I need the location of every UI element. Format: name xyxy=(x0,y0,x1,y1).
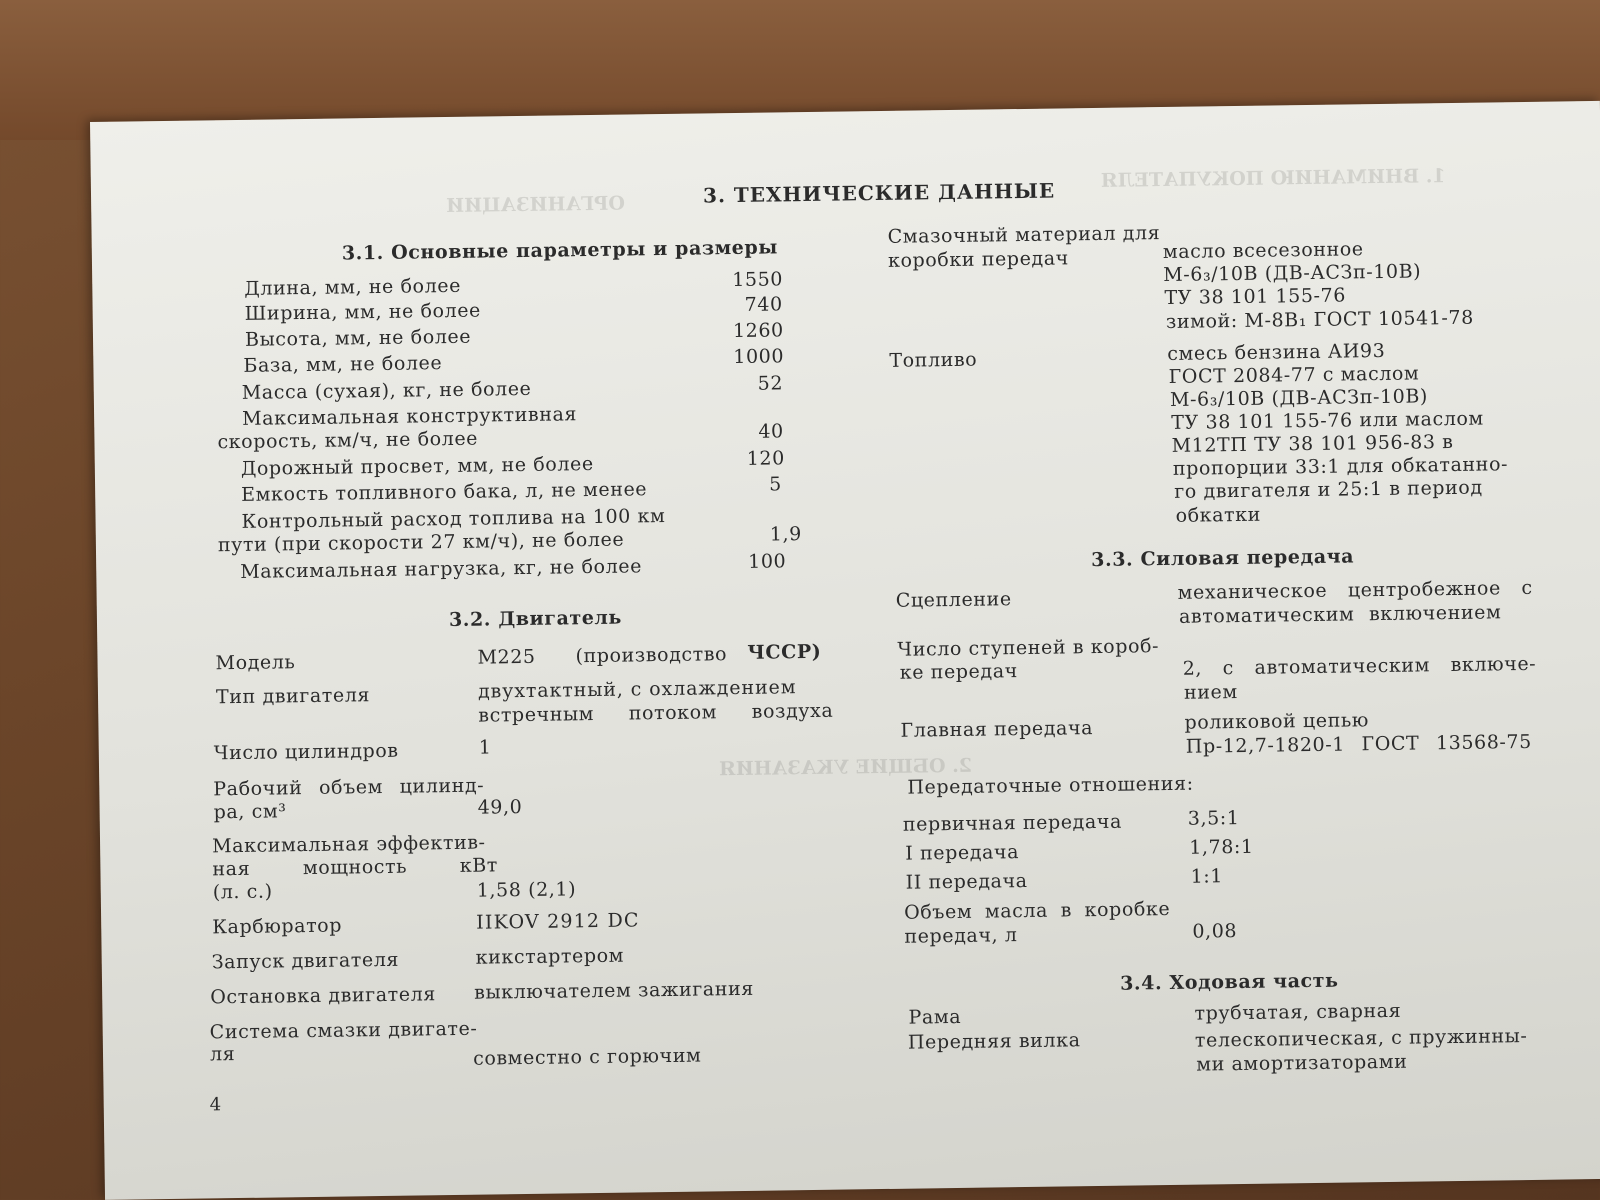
fuel-value: обкатки xyxy=(1175,503,1262,527)
gear-steps-value: 2, с автоматическим включе- xyxy=(1182,652,1537,680)
carburetor-label: Карбюратор xyxy=(212,914,343,939)
spec-label: Контрольный расход топлива на 100 км xyxy=(241,505,666,533)
fuel-value: М-6₃/10В (ДВ-АСЗп-10В) xyxy=(1169,385,1429,411)
displacement-value: 49,0 xyxy=(477,796,523,819)
gear-oil-label: Смазочный материал для xyxy=(887,222,1161,248)
gear-oil-value: масло всесезонное xyxy=(1162,238,1364,264)
engine-model-value: (производство xyxy=(575,643,728,668)
fuel-value: М12ТП ТУ 38 101 956-83 в xyxy=(1171,430,1454,457)
final-drive-value: Пр-12,7-1820-1 ГОСТ 13568-75 xyxy=(1185,730,1532,758)
gear-oil-label: коробки передач xyxy=(887,247,1069,272)
clutch-label: Сцепление xyxy=(895,588,1012,612)
spec-value: 40 xyxy=(758,420,784,443)
power-label: Максимальная эффектив- xyxy=(211,831,486,858)
section-heading-3-4: 3.4. Ходовая часть xyxy=(1119,969,1339,995)
spec-value: 52 xyxy=(757,372,784,395)
frame-value: трубчатая, сварная xyxy=(1194,999,1402,1025)
spec-value: 1000 xyxy=(733,345,785,369)
clutch-value: механическое центробежное с xyxy=(1177,576,1533,604)
spec-value: 100 xyxy=(748,550,787,573)
gearbox-oil-label: Объем масла в коробке xyxy=(903,897,1171,924)
spec-label: Ширина, мм, не более xyxy=(244,299,482,325)
front-fork-value: телескопическая, с пружинны- xyxy=(1194,1025,1528,1052)
spec-label: Дорожный просвет, мм, не более xyxy=(240,453,594,480)
gear-ratio-label: первичная передача xyxy=(902,810,1123,836)
gear-oil-value: зимой: М-8В₁ ГОСТ 10541-78 xyxy=(1165,306,1475,333)
power-label: ная мощность кВт xyxy=(212,854,499,881)
spec-label: пути (при скорости 27 км/ч), не более xyxy=(217,528,625,557)
gear-steps-value: нием xyxy=(1183,681,1238,704)
gearbox-oil-label: передач, л xyxy=(904,924,1018,948)
front-fork-label: Передняя вилка xyxy=(907,1029,1081,1054)
engine-stop-value: выключателем зажигания xyxy=(474,977,755,1004)
power-value: 1,58 (2,1) xyxy=(476,878,577,902)
lubrication-value: совместно с горючим xyxy=(472,1044,702,1070)
lubrication-label: ля xyxy=(209,1043,236,1066)
engine-type-value: встречным потоком воздуха xyxy=(478,699,834,727)
spec-value: 1550 xyxy=(732,268,784,292)
fuel-value: ГОСТ 2084-77 с маслом xyxy=(1168,362,1420,388)
section-heading-3-1: 3.1. Основные параметры и размеры xyxy=(341,236,779,265)
gear-ratio-value: 1:1 xyxy=(1190,865,1224,888)
fuel-value: смесь бензина АИ93 xyxy=(1167,339,1386,365)
fuel-label: Топливо xyxy=(889,348,978,372)
frame-label: Рама xyxy=(908,1005,962,1029)
engine-model-value: ЧССР) xyxy=(747,640,822,664)
spec-value: 740 xyxy=(744,293,783,316)
spec-label: Емкость топливного бака, л, не менее xyxy=(241,478,648,506)
engine-type-label: Тип двигателя xyxy=(215,684,371,709)
carburetor-value: IIKOV 2912 DC xyxy=(476,909,640,934)
displacement-label: ра, см³ xyxy=(213,800,287,824)
spec-value: 5 xyxy=(768,473,782,496)
spec-label: Максимальная нагрузка, кг, не более xyxy=(240,555,643,583)
spec-value: 1260 xyxy=(732,319,784,343)
gear-ratio-label: II передача xyxy=(905,869,1028,894)
show-through-text: 1. ВНИМАНИЮ ПОКУПАТЕЛЯ xyxy=(1100,165,1446,192)
gear-ratio-value: 1,78:1 xyxy=(1189,835,1254,859)
clutch-value: автоматическим включением xyxy=(1178,601,1502,628)
show-through-text: 2. ОБЩИЕ УКАЗАНИЯ xyxy=(718,754,973,781)
page-number: 4 xyxy=(209,1094,222,1116)
page-title: 3. ТЕХНИЧЕСКИЕ ДАННЫЕ xyxy=(702,178,1056,208)
lubrication-label: Система смазки двигате- xyxy=(209,1017,478,1044)
engine-model-label: Модель xyxy=(215,651,296,675)
fuel-value: ТУ 38 101 155-76 или маслом xyxy=(1171,407,1484,434)
gear-oil-value: ТУ 38 101 155-76 xyxy=(1164,284,1347,310)
spec-label: Высота, мм, не более xyxy=(244,325,472,351)
final-drive-value: роликовой цепью xyxy=(1184,709,1370,734)
spec-label: скорость, км/ч, не более xyxy=(217,427,479,454)
fuel-value: пропорции 33:1 для обкатанно- xyxy=(1172,453,1509,480)
spec-label: База, мм, не более xyxy=(243,352,443,377)
document-page xyxy=(90,101,1600,1200)
gear-steps-label: Число ступеней в короб- xyxy=(897,635,1160,661)
spec-value: 1,9 xyxy=(769,523,803,546)
section-heading-3-2: 3.2. Двигатель xyxy=(448,606,623,632)
spec-label: Масса (сухая), кг, не более xyxy=(241,377,532,404)
section-heading-3-3: 3.3. Силовая передача xyxy=(1091,545,1355,572)
gear-ratio-label: I передача xyxy=(905,841,1020,865)
gear-ratio-value: 3,5:1 xyxy=(1187,807,1240,830)
final-drive-label: Главная передача xyxy=(900,717,1094,742)
gearbox-oil-value: 0,08 xyxy=(1192,920,1238,943)
fuel-value: го двигателя и 25:1 в период xyxy=(1174,476,1483,503)
spec-label: Длина, мм, не более xyxy=(244,274,462,300)
gear-oil-value: М-6₃/10В (ДВ-АСЗп-10В) xyxy=(1163,260,1422,287)
spec-label: Максимальная конструктивная xyxy=(242,403,578,430)
cylinders-label: Число цилиндров xyxy=(213,739,399,765)
power-label: (л. с.) xyxy=(212,880,273,904)
show-through-text: ОРГАНИЗАЦИИ xyxy=(446,192,626,218)
engine-stop-label: Остановка двигателя xyxy=(210,983,437,1009)
engine-start-label: Запуск двигателя xyxy=(211,948,400,974)
cylinders-value: 1 xyxy=(478,736,492,759)
engine-start-value: кикстартером xyxy=(475,944,625,969)
front-fork-value: ми амортизаторами xyxy=(1196,1050,1408,1076)
engine-type-value: двухтактный, с охлаждением xyxy=(477,676,797,703)
engine-model-value: М225 xyxy=(477,645,536,669)
displacement-label: Рабочий объем цилинд- xyxy=(213,774,485,801)
gear-ratios-heading: Передаточные отношения: xyxy=(907,772,1194,799)
spec-value: 120 xyxy=(746,447,785,470)
gear-steps-label: ке передач xyxy=(899,660,1018,684)
